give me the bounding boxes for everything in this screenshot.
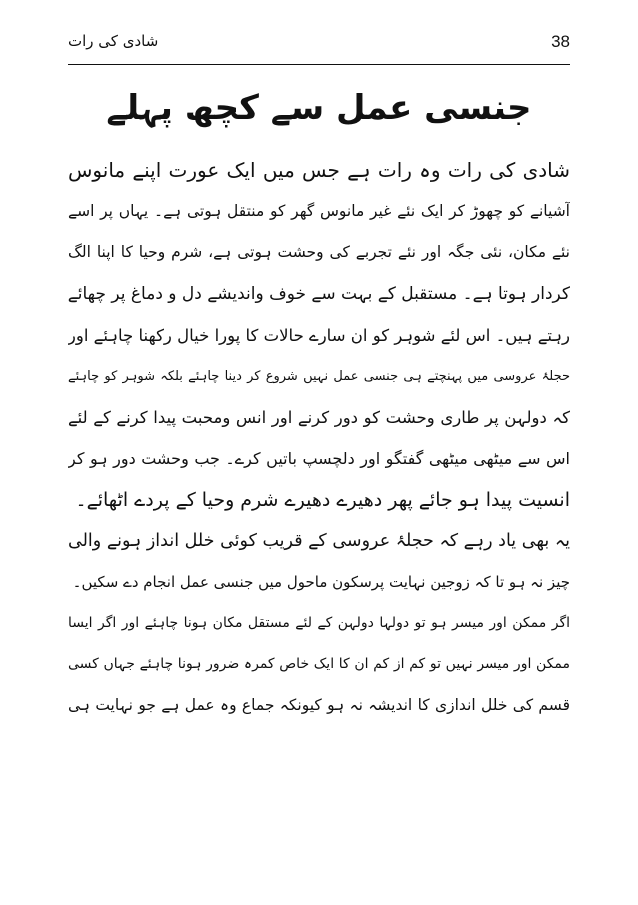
chapter-title: جنسی عمل سے کچھ پہلے (106, 88, 532, 128)
paragraph-line: حجلۂ عروسی میں پہنچتے ہی جنسی عمل نہیں شروع کر دینا چاہئے بلکہ شوہر کو چاہئے (68, 368, 570, 384)
paragraph-line: کہ دولہن پر طاری وحشت کو دور کرنے اور انس ومحبت پیدا کرنے کے لئے (68, 408, 570, 428)
page-number: 38 (551, 32, 570, 51)
paragraph-line: رہتے ہیں۔ اس لئے شوہر کو ان سارے حالات کا پورا خیال رکھنا چاہئے اور (68, 325, 570, 345)
paragraph-line: اس سے میٹھی میٹھی گفتگو اور دلچسپ باتیں کرے۔ جب وحشت دور ہو کر (68, 449, 570, 469)
paragraph-line: ممکن اور میسر نہیں تو کم از کم ان کا ایک خاص کمرہ ضرور ہونا چاہئے جہاں کسی (68, 656, 570, 673)
paragraph-line: آشیانے کو چھوڑ کر ایک نئے غیر مانوس گھر کو منتقل ہوتی ہے۔ یہاں پر اسے (68, 202, 570, 221)
body-text (68, 150, 570, 727)
paragraph-line: اگر ممکن اور میسر ہو تو دولہا دولہن کے لئے مستقل مکان ہونا چاہئے اور اگر ایسا (68, 615, 570, 632)
paragraph-line: نئے مکان، نئی جگہ اور نئے تجربے کی وحشت ہوتی ہے، شرم وحیا کا اپنا الگ (68, 243, 570, 262)
paragraph-line: یہ بھی یاد رہے کہ حجلۂ عروسی کے قریب کوئی خلل انداز ہونے والی (68, 530, 570, 551)
paragraph-line: انسیت پیدا ہو جائے پھر دھیرے دھیرے شرم وحیا کے پردے اٹھائے۔ (75, 488, 570, 511)
running-title: شادی کی رات (68, 32, 159, 50)
header-divider (68, 64, 570, 65)
paragraph-line: کردار ہوتا ہے۔ مستقبل کے بہت سے خوف واندیشے دل و دماغ پر چھائے (68, 283, 570, 304)
paragraph-line: شادی کی رات وہ رات ہے جس میں ایک عورت اپنے مانوس (68, 158, 570, 182)
paragraph-line: چیز نہ ہو تا کہ زوجین نہایت پرسکون ماحول میں جنسی عمل انجام دے سکیں۔ (72, 572, 570, 591)
page-header (68, 26, 570, 64)
paragraph-line: قسم کی خلل اندازی کا اندیشہ نہ ہو کیونکہ جماع وہ عمل ہے جو نہایت ہی (68, 696, 570, 715)
